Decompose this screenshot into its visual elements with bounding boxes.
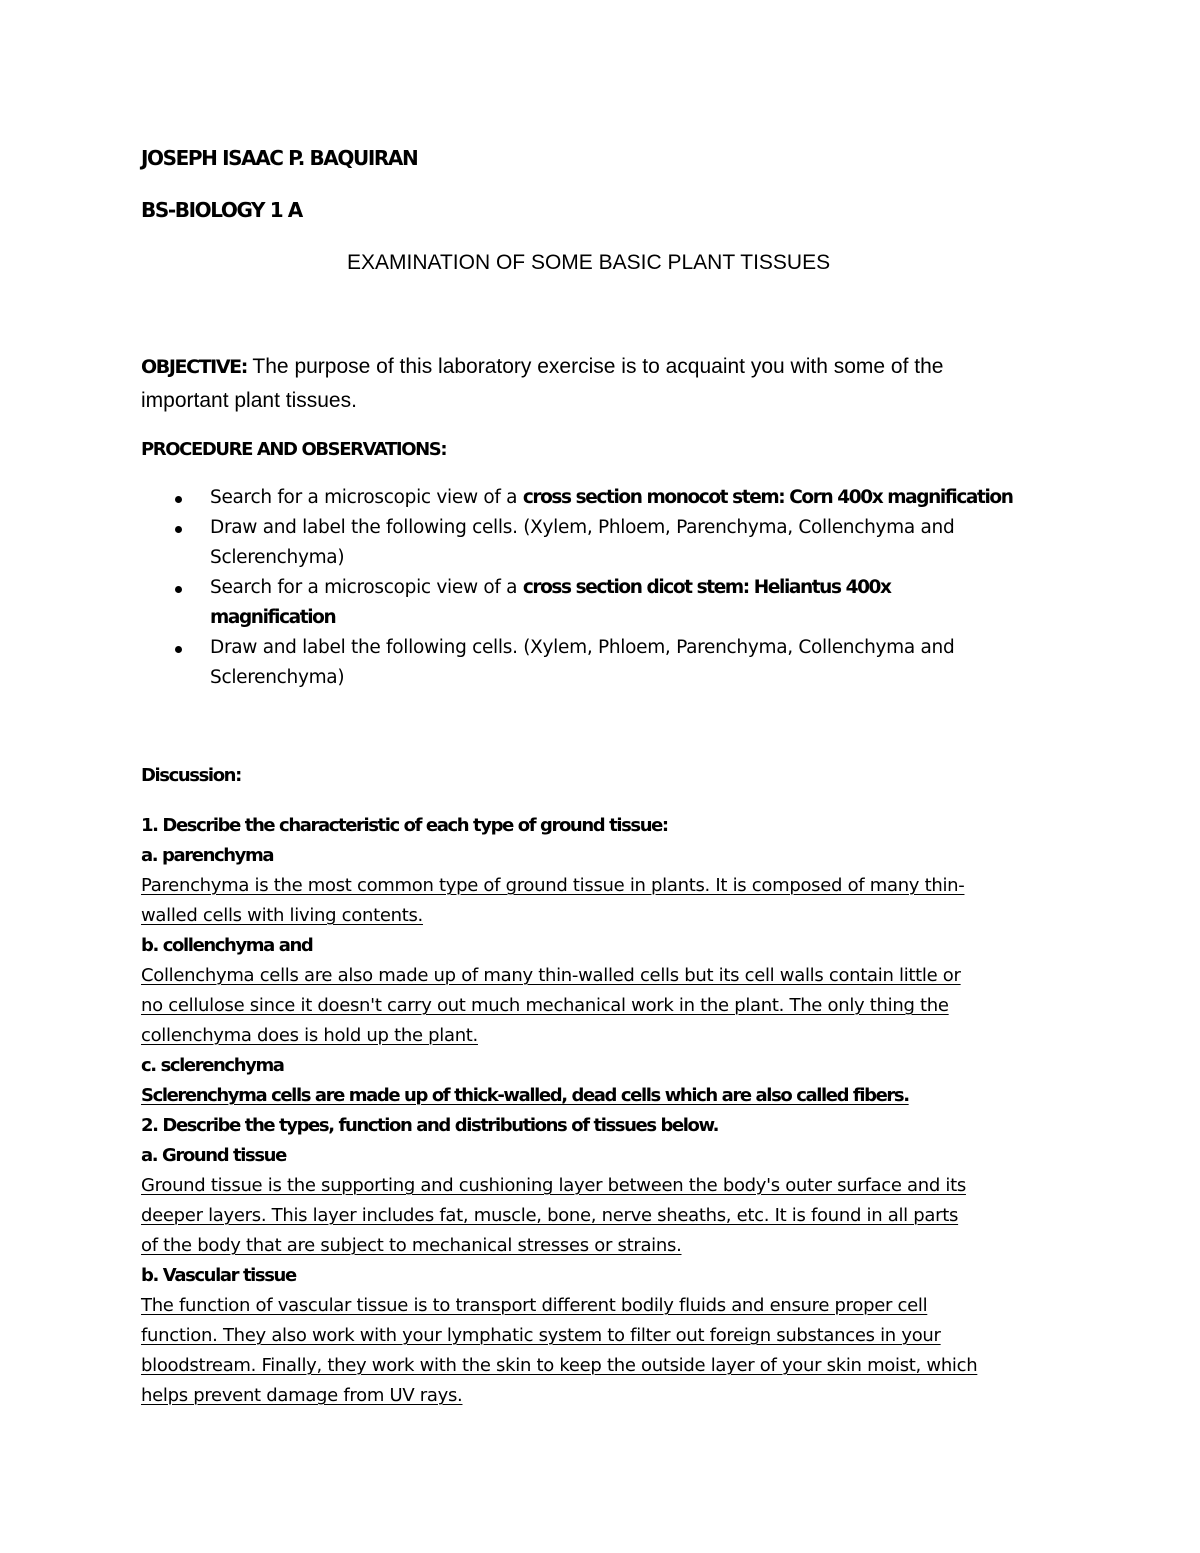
procedure-item-3-text: Search for a microscopic view of a [210,577,523,598]
course-label: BS-BIOLOGY 1 A [141,198,302,222]
bullet-dot [175,586,182,593]
answer-2a-line-3: of the body that are subject to mechanical stresses or strains. [141,1235,682,1256]
bullet-dot [175,526,182,533]
answer-2a-line-2: deeper layers. This layer includes fat, muscle, bone, nerve sheaths, etc. It is found in all parts [141,1205,959,1226]
answer-2a-line-1: Ground tissue is the supporting and cushioning layer between the body's outer surface and its [141,1175,966,1196]
procedure-item-1-bold: cross section monocot stem: Corn 400x magnification [522,487,1013,508]
procedure-item-2-line-1: Draw and label the following cells. (Xylem, Phloem, Parenchyma, Collenchyma and [210,517,955,538]
procedure-heading: PROCEDURE AND OBSERVATIONS: [141,439,447,460]
answer-1b-line-3: collenchyma does is hold up the plant. [141,1025,478,1046]
discussion-heading: Discussion: [141,765,241,786]
question-2b: b. Vascular tissue [141,1265,296,1286]
question-1c: c. sclerenchyma [141,1055,284,1076]
answer-1a-line-1: Parenchyma is the most common type of ground tissue in plants. It is composed of many thin- [141,875,965,896]
answer-2b-line-3: bloodstream. Finally, they work with the skin to keep the outside layer of your skin moist, which [141,1355,978,1376]
question-1: 1. Describe the characteristic of each type of ground tissue: [141,815,668,836]
question-1a: a. parenchyma [141,845,274,866]
objective-label: OBJECTIVE: [141,356,247,378]
answer-2b-line-2: function. They also work with your lymphatic system to filter out foreign substances in your [141,1325,941,1346]
answer-1b-line-2: no cellulose since it doesn't carry out much mechanical work in the plant. The only thing the [141,995,949,1016]
question-2a: a. Ground tissue [141,1145,286,1166]
procedure-item-1-text: Search for a microscopic view of a [210,487,523,508]
answer-2b-line-4: helps prevent damage from UV rays. [141,1385,463,1406]
objective-line-2: important plant tissues. [141,389,357,412]
procedure-item-3-bold: cross section dicot stem: Heliantus 400x [522,577,891,598]
procedure-item-4-line-2: Sclerenchyma) [210,667,345,688]
document-title: EXAMINATION OF SOME BASIC PLANT TISSUES [347,251,831,274]
procedure-item-3-line-2: magnification [210,607,336,628]
procedure-item-1 [210,489,1012,508]
question-1b: b. collenchyma and [141,935,313,956]
objective-line-1 [141,356,943,377]
objective-text-1: The purpose of this laboratory exercise is to acquaint you with some of the [252,355,944,378]
procedure-item-4-line-1: Draw and label the following cells. (Xylem, Phloem, Parenchyma, Collenchyma and [210,637,955,658]
question-2: 2. Describe the types, function and distributions of tissues below. [141,1115,719,1136]
bullet-dot [175,646,182,653]
procedure-item-2-line-2: Sclerenchyma) [210,547,345,568]
answer-1c: Sclerenchyma cells are made up of thick-walled, dead cells which are also called fibers. [141,1085,909,1106]
answer-1b-line-1: Collenchyma cells are also made up of many thin-walled cells but its cell walls contain little or [141,965,961,986]
answer-2b-line-1: The function of vascular tissue is to transport different bodily fluids and ensure proper cell [141,1295,928,1316]
answer-1a-line-2: walled cells with living contents. [141,905,423,926]
bullet-dot [175,496,182,503]
student-name: JOSEPH ISAAC P. BAQUIRAN [141,146,418,170]
procedure-item-3-line-1 [210,579,891,598]
